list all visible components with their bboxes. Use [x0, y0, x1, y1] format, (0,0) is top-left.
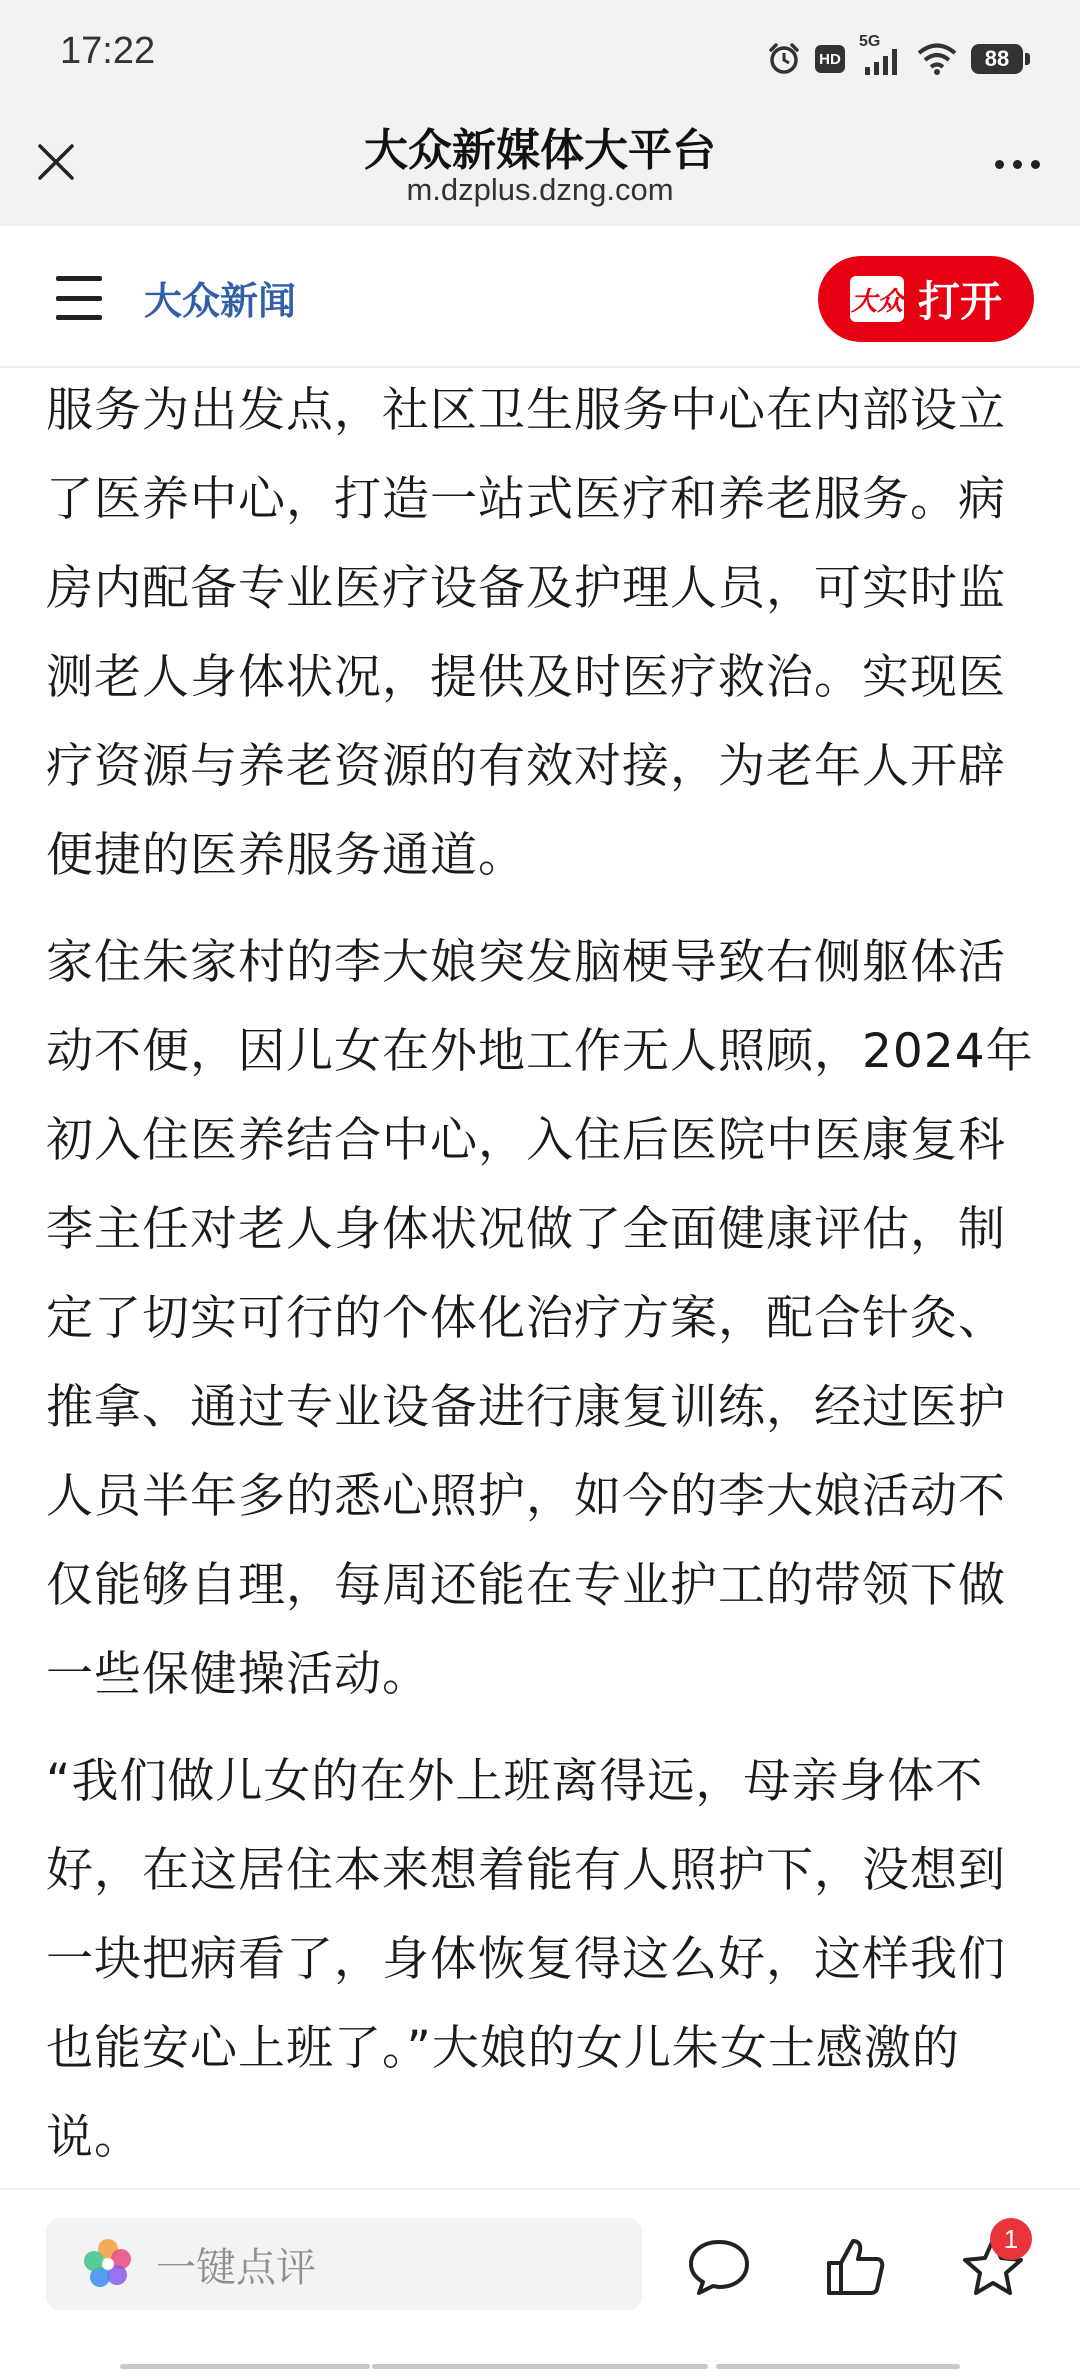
more-dot-icon [1031, 160, 1040, 169]
menu-line [56, 276, 102, 281]
status-bar [0, 0, 1080, 112]
alarm-icon [767, 42, 801, 76]
signal-icon [859, 33, 903, 79]
article-body [46, 366, 1036, 2188]
app-header [0, 226, 1080, 368]
network-type-label: 5G [859, 33, 881, 50]
thumbs-up-icon [823, 2235, 887, 2299]
nav-indicator [716, 2364, 960, 2369]
bottom-action-bar [0, 2188, 1080, 2378]
menu-line [56, 296, 102, 301]
page-title: 大众新媒体大平台 [364, 125, 716, 176]
ai-sparkle-icon [80, 2236, 136, 2292]
favorite-count-badge: 1 [990, 2218, 1032, 2260]
more-dot-icon [995, 160, 1004, 169]
nav-indicator [372, 2364, 708, 2369]
comment-button[interactable] [684, 2232, 754, 2302]
status-time: 17:22 [60, 30, 156, 72]
open-app-label: 打开 [917, 277, 1002, 326]
nav-indicator [120, 2364, 370, 2369]
article-paragraph: 家住朱家村的李大娘突发脑梗导致右侧躯体活动不便，因儿女在外地工作无人照顾，2024年初入住医养结合中心，入住后医院中医康复科李主任对老人身体状况做了全面健康评估，制定了切实可行的个体化治疗方案，配合针灸、推拿、通过专业设备进行康复训练，经过医护人员半年多的悉心照护，如今的李大娘活动不仅能够自理，每周还能在专业护工的带领下做一些保健操活动。 [46, 935, 1034, 1702]
menu-button[interactable] [56, 276, 102, 320]
comment-input[interactable] [46, 2218, 642, 2310]
comment-icon [686, 2236, 752, 2298]
wifi-icon [917, 43, 957, 75]
battery-icon: 88 [971, 44, 1023, 74]
page-url: m.dzplus.dzng.com [406, 172, 674, 207]
article-paragraph: “我们做儿女的在外上班离得远，母亲身体不好，在这居住本来想着能有人照护下，没想到一块把病看了，身体恢复得这么好，这样我们也能安心上班了。”大娘的女儿朱女士感激的说。 [46, 1754, 1006, 2165]
browser-bar [0, 112, 1080, 226]
comment-placeholder: 一键点评 [156, 2244, 316, 2291]
more-options-button[interactable] [982, 146, 1052, 182]
open-app-button[interactable] [818, 256, 1034, 342]
article-paragraph: 服务为出发点，社区卫生服务中心在内部设立了医养中心，打造一站式医疗和养老服务。病房内配备专业医疗设备及护理人员，可实时监测老人身体状况，提供及时医疗救治。实现医疗资源与养老资源的有效对接，为老年人开辟便捷的医养服务通道。 [46, 383, 1006, 883]
menu-line [56, 315, 102, 320]
app-logo-icon: 大众 [850, 276, 904, 322]
hd-icon: HD [815, 45, 845, 73]
status-icons [767, 33, 1030, 82]
battery-tip [1025, 53, 1030, 65]
brand-name[interactable]: 大众新闻 [144, 279, 297, 323]
like-button[interactable] [820, 2232, 890, 2302]
more-dot-icon [1013, 160, 1022, 169]
